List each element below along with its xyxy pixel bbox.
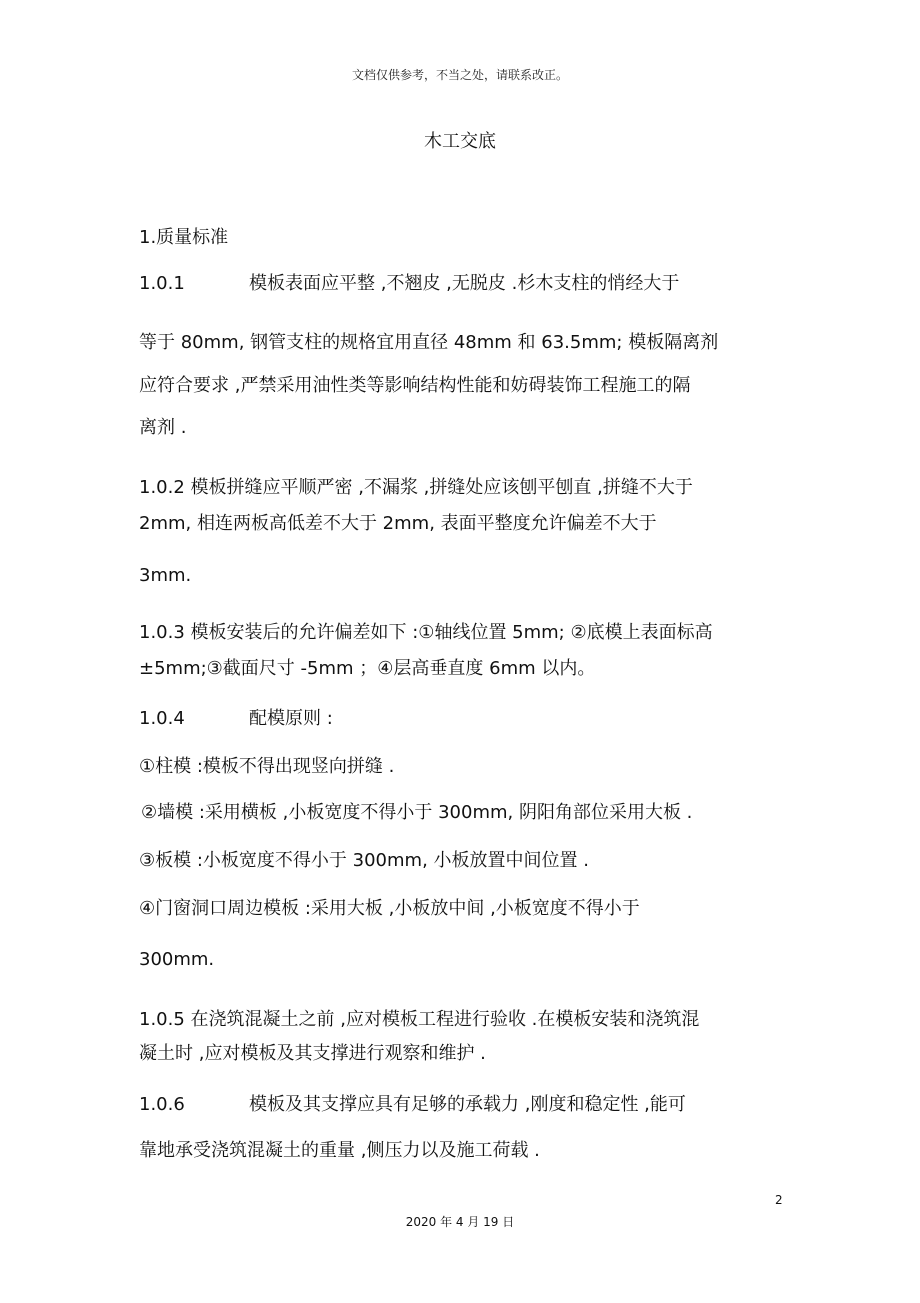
rule-wall-formwork: ②墙模 :采用横板 ,小板宽度不得小于 300mm, 阴阳角部位采用大板 .	[141, 802, 693, 823]
page-number: 2	[775, 1193, 783, 1207]
item-number: 1.0.4	[139, 708, 185, 729]
item-1-0-4	[139, 708, 333, 730]
item-1-0-1-line-4: 离剂 .	[139, 417, 187, 438]
section-heading: 1.质量标准	[139, 227, 229, 248]
item-1-0-1-line-1	[139, 273, 679, 295]
rule-opening-formwork: ④门窗洞口周边模板 :采用大板 ,小板放中间 ,小板宽度不得小于	[139, 898, 640, 919]
item-text: 配模原则 :	[249, 708, 333, 729]
item-number: 1.0.6	[139, 1094, 185, 1115]
item-1-0-1-line-3: 应符合要求 ,严禁采用油性类等影响结构性能和妨碍装饰工程施工的隔	[139, 375, 691, 396]
item-number: 1.0.1	[139, 273, 185, 294]
item-1-0-2-line-3: 3mm.	[139, 565, 192, 586]
item-1-0-5-line-2: 凝土时 ,应对模板及其支撑进行观察和维护 .	[139, 1043, 486, 1064]
item-1-0-2-line-2: 2mm, 相连两板高低差不大于 2mm, 表面平整度允许偏差不大于	[139, 513, 657, 534]
rule-opening-formwork-cont: 300mm.	[139, 949, 215, 970]
rule-column-formwork: ①柱模 :模板不得出现竖向拼缝 .	[139, 756, 395, 777]
document-title: 木工交底	[424, 131, 496, 152]
item-1-0-5-line-1: 1.0.5 在浇筑混凝土之前 ,应对模板工程进行验收 .在模板安装和浇筑混	[139, 1009, 700, 1030]
rule-slab-formwork: ③板模 :小板宽度不得小于 300mm, 小板放置中间位置 .	[139, 850, 589, 871]
footer-date: 2020 年 4 月 19 日	[405, 1215, 515, 1229]
item-1-0-3-line-2: ±5mm;③截面尺寸 -5mm ；④层高垂直度 6mm 以内。	[139, 658, 596, 679]
header-note: 文档仅供参考，不当之处，请联系改正。	[351, 68, 568, 82]
item-text: 模板及其支撑应具有足够的承载力 ,刚度和稳定性 ,能可	[249, 1094, 686, 1115]
item-1-0-1-line-2: 等于 80mm, 钢管支柱的规格宜用直径 48mm 和 63.5mm; 模板隔离剂	[139, 332, 719, 353]
item-text: 模板表面应平整 ,不翘皮 ,无脱皮 .杉木支柱的悄经大于	[249, 273, 680, 294]
item-1-0-2-line-1: 1.0.2 模板拼缝应平顺严密 ,不漏浆 ,拼缝处应该刨平刨直 ,拼缝不大于	[139, 477, 693, 498]
item-1-0-3-line-1: 1.0.3 模板安装后的允许偏差如下 :①轴线位置 5mm; ②底模上表面标高	[139, 622, 713, 643]
item-1-0-6-line-1	[139, 1094, 686, 1116]
item-1-0-6-line-2: 靠地承受浇筑混凝土的重量 ,侧压力以及施工荷载 .	[139, 1140, 540, 1161]
